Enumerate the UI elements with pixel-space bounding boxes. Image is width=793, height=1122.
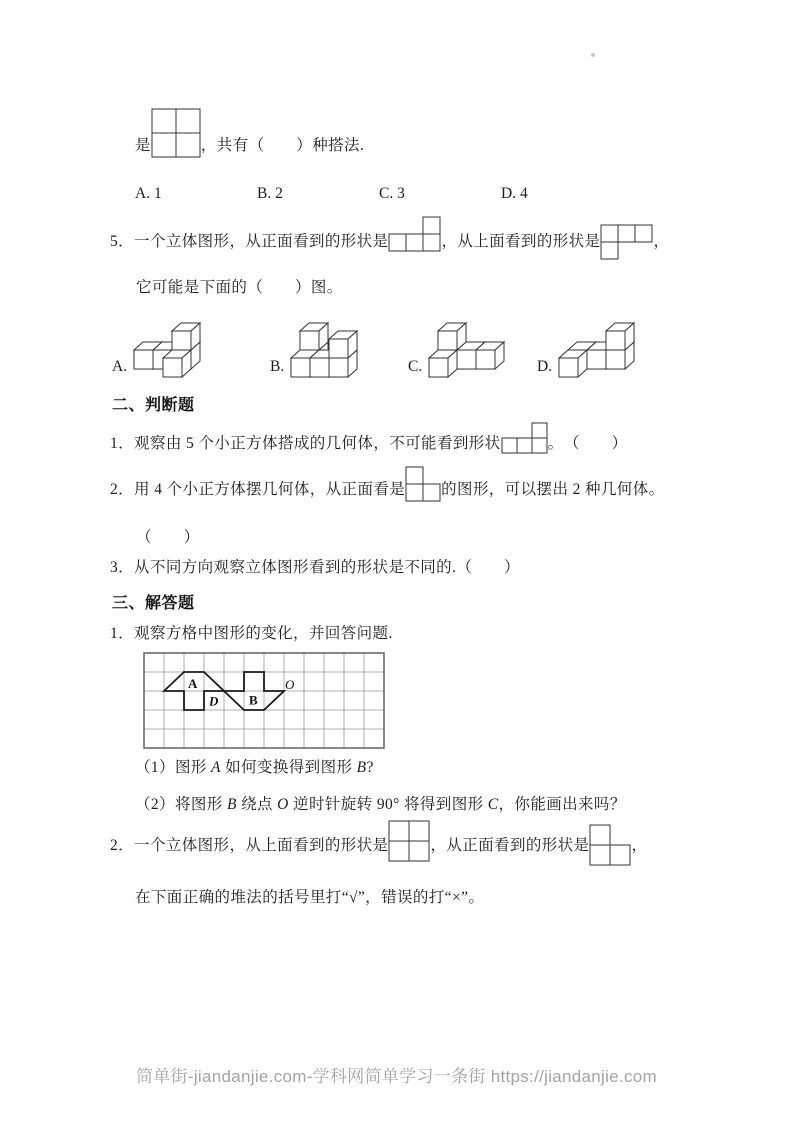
solve-q2-text-a: 2．一个立体图形，从上面看到的形状是 bbox=[110, 837, 389, 854]
q5-option-b-label: B. bbox=[270, 358, 285, 375]
judge-q1 bbox=[110, 422, 627, 456]
solve-q2-text-c: ， bbox=[631, 837, 648, 854]
q5-option-a bbox=[112, 322, 201, 378]
solve-q2-top-view-figure bbox=[388, 820, 430, 862]
judge-q1-text-a: 1．观察由 5 个小正方体搭成的几何体，不可能看到形状 bbox=[110, 435, 501, 452]
q5-stem-line1 bbox=[110, 216, 669, 254]
judge-q2-shape-figure bbox=[405, 466, 441, 502]
sub1-letter-a: A bbox=[211, 759, 221, 776]
q4-option-b: B. 2 bbox=[257, 185, 283, 202]
q4-option-d: D. 4 bbox=[501, 185, 528, 202]
sub1-text-c: ? bbox=[366, 759, 374, 776]
q4-stem-suffix: ，共有（ ）种搭法. bbox=[200, 137, 365, 154]
q5-top-view-figure bbox=[600, 224, 653, 260]
q4-grid-figure bbox=[151, 108, 201, 158]
q5-stem-line2: 它可能是下面的（ ）图。 bbox=[136, 279, 343, 296]
q5-option-c-cubes-figure bbox=[428, 322, 505, 378]
sub1-text-b: 如何变换得到图形 bbox=[220, 759, 357, 776]
solve-q1-stem: 1．观察方格中图形的变化，并回答问题. bbox=[110, 625, 393, 642]
q5-option-a-cubes-figure bbox=[133, 322, 201, 378]
solve-q2-line2: 在下面正确的堆法的括号里打“√”，错误的打“×”。 bbox=[135, 889, 485, 906]
q4-options bbox=[135, 185, 528, 203]
q4-stem bbox=[135, 108, 364, 158]
q4-option-a: A. 1 bbox=[135, 185, 162, 202]
q5-options bbox=[112, 302, 772, 378]
section3-heading: 三、解答题 bbox=[112, 595, 195, 612]
q5-option-d-cubes-figure bbox=[558, 322, 635, 378]
q5-text-1: 5．一个立体图形，从正面看到的形状是 bbox=[110, 233, 389, 250]
judge-q1-shape-figure bbox=[501, 422, 548, 454]
sub1-text-a: （1）图形 bbox=[135, 759, 212, 776]
judge-q2-text-a: 2．用 4 个小正方体摆几何体，从正面看是 bbox=[110, 481, 406, 498]
svg-text:O: O bbox=[285, 677, 295, 693]
q5-text-2: ，从上面看到的形状是 bbox=[441, 233, 601, 250]
judge-q2-text-b: 的图形，可以摆出 2 种几何体。 bbox=[441, 481, 665, 498]
judge-q3: 3．从不同方向观察立体图形看到的形状是不同的.（ ） bbox=[110, 559, 520, 576]
q5-option-b bbox=[270, 322, 358, 378]
q4-option-c: C. 3 bbox=[379, 185, 405, 202]
sub2-letter-o: O bbox=[277, 796, 289, 813]
solve-q2-text-b: ，从正面看到的形状是 bbox=[430, 837, 590, 854]
sub2-text-b: 绕点 bbox=[236, 796, 278, 813]
section2-heading: 二、判断题 bbox=[112, 397, 195, 414]
dot-mark bbox=[591, 53, 595, 57]
judge-q1-text-b: 。 （ ） bbox=[547, 435, 628, 452]
solve-q2-front-view-figure bbox=[589, 824, 631, 866]
q5-option-c-label: C. bbox=[408, 358, 423, 375]
q5-front-view-figure bbox=[388, 216, 441, 252]
sub2-text-d: ，你能画出来吗？ bbox=[498, 796, 626, 813]
sub2-letter-b: B bbox=[226, 796, 237, 813]
solve-q1-sub1 bbox=[135, 756, 374, 780]
svg-text:A: A bbox=[188, 676, 198, 692]
q5-text-3: ， bbox=[653, 233, 670, 250]
q5-option-b-cubes-figure bbox=[290, 322, 358, 378]
judge-q2 bbox=[110, 466, 665, 502]
judge-q2-answer-bracket: （ ） bbox=[136, 529, 200, 546]
q4-stem-prefix: 是 bbox=[135, 137, 151, 154]
sub2-letter-c: C bbox=[487, 796, 499, 813]
sub1-letter-b: B bbox=[356, 759, 367, 776]
sub2-text-a: （2）将图形 bbox=[135, 796, 227, 813]
q5-option-c bbox=[408, 322, 505, 378]
svg-text:D: D bbox=[209, 693, 219, 709]
footer-watermark: 简单街-jiandanjie.com-学科网简单学习一条街 https://jiandanjie.com bbox=[135, 1067, 658, 1086]
solve-q1-sub2 bbox=[135, 793, 626, 817]
solve-q2-line1 bbox=[110, 820, 647, 858]
q5-option-a-label: A. bbox=[112, 358, 128, 375]
svg-text:B: B bbox=[249, 692, 258, 708]
q5-option-d bbox=[537, 322, 635, 378]
sub2-text-c: 逆时针旋转 90° 将得到图形 bbox=[288, 796, 488, 813]
q5-option-d-label: D. bbox=[537, 358, 553, 375]
transform-grid-figure bbox=[143, 652, 385, 749]
